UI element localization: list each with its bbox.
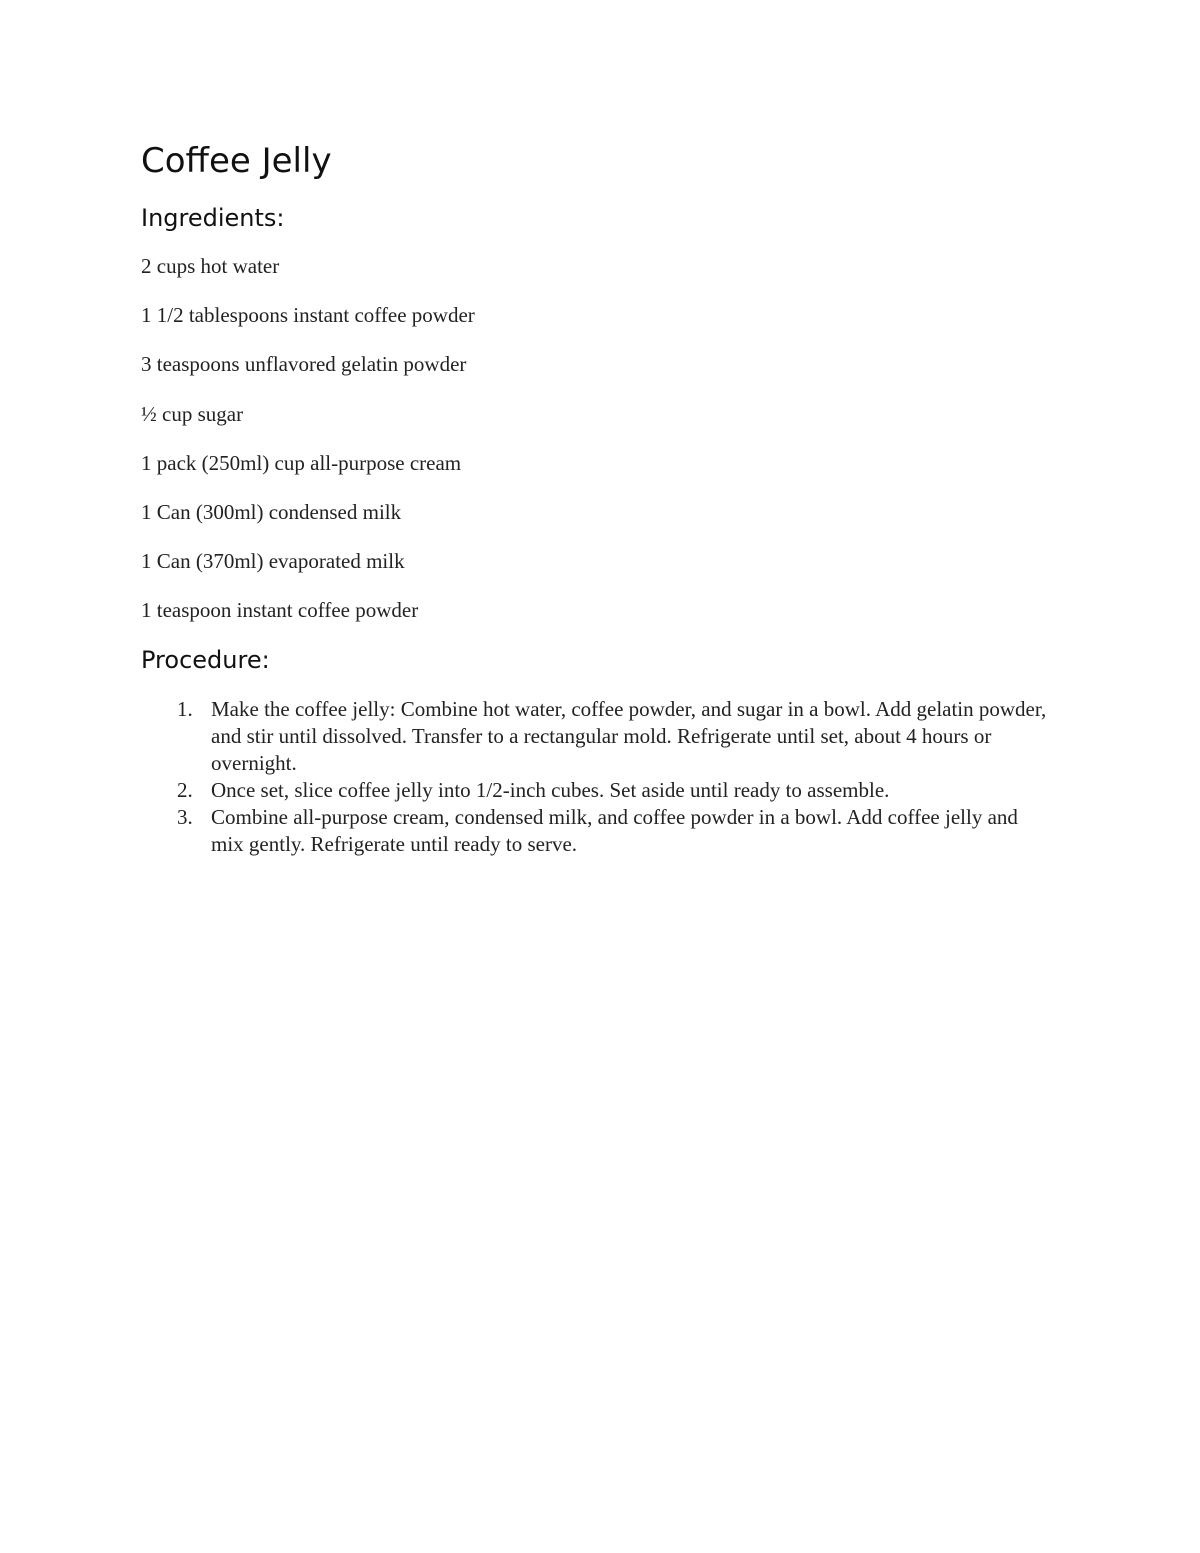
procedure-step [141, 696, 1061, 777]
step-text: Combine all-purpose cream, condensed milk, and coffee powder in a bowl. Add coffee jelly and mix gently. Refrigerate until ready to serve. [211, 805, 1018, 856]
ingredient-item: 1 Can (300ml) condensed milk [141, 499, 402, 524]
ingredients-heading: Ingredients: [141, 204, 285, 232]
procedure-list [141, 696, 1061, 858]
step-number: 2. [177, 778, 193, 802]
step-number: 3. [177, 805, 193, 829]
procedure-heading: Procedure: [141, 646, 270, 674]
step-text: Make the coffee jelly: Combine hot water, coffee powder, and sugar in a bowl. Add gelatin powder, and stir until dissolved. Transfer to a rectangular mold. Refrigerate until set, about 4 hours or overnight. [211, 697, 1047, 775]
ingredient-item: 2 cups hot water [141, 254, 280, 278]
ingredient-item: 1 1/2 tablespoons instant coffee powder [141, 303, 475, 328]
page-title: Coffee Jelly [141, 141, 332, 181]
ingredient-item: 3 teaspoons unflavored gelatin powder [141, 352, 467, 377]
ingredient-item: 1 teaspoon instant coffee powder [141, 598, 419, 623]
step-text: Once set, slice coffee jelly into 1/2-inch cubes. Set aside until ready to assemble. [211, 778, 890, 802]
ingredient-item: ½ cup sugar [141, 401, 244, 426]
procedure-step [141, 777, 1061, 804]
step-number: 1. [177, 697, 193, 721]
ingredients-list [141, 252, 475, 646]
procedure-step [141, 804, 1061, 858]
ingredient-item: 1 pack (250ml) cup all-purpose cream [141, 450, 462, 475]
ingredient-item: 1 Can (370ml) evaporated milk [141, 549, 405, 574]
